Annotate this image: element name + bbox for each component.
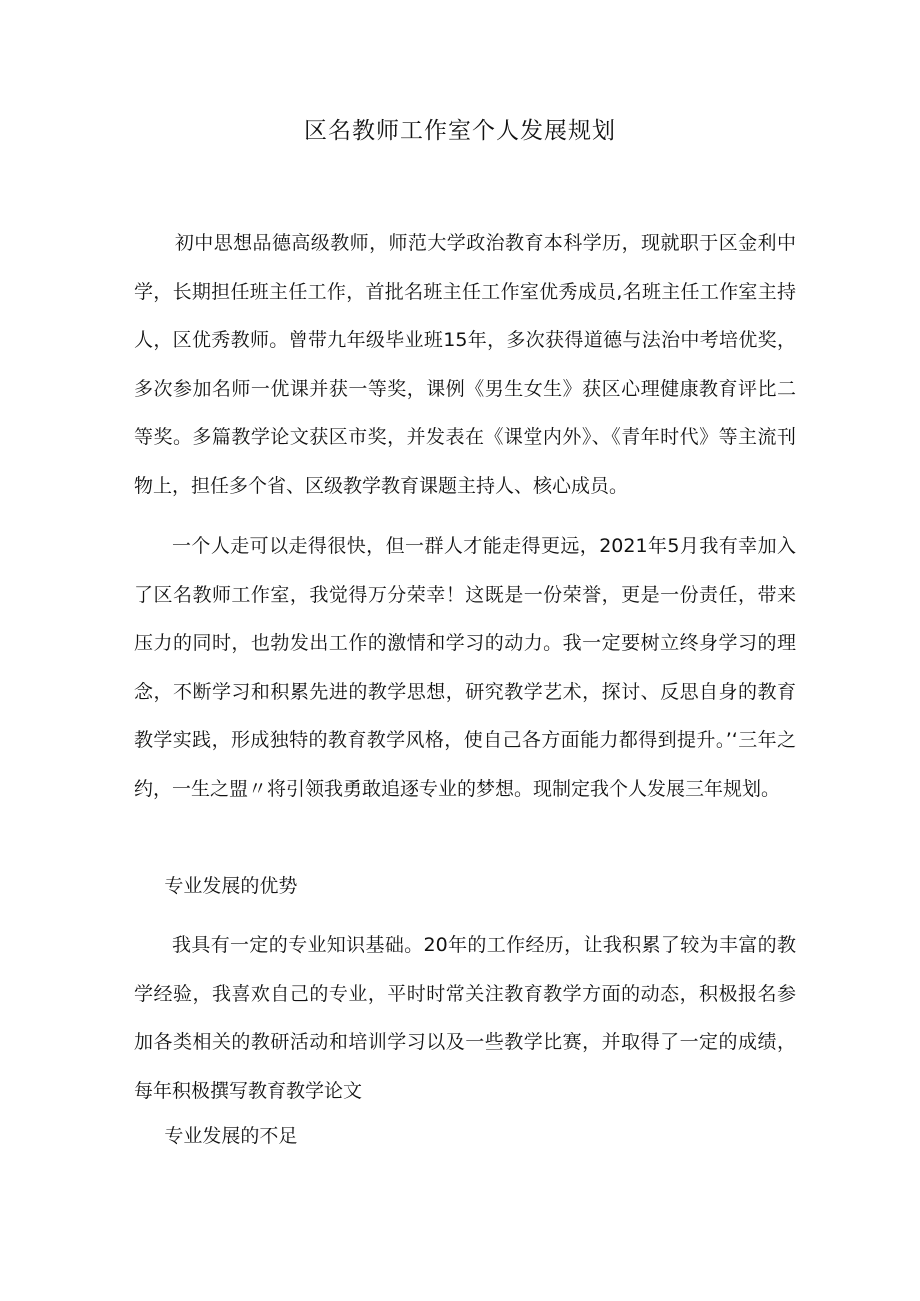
heading-weaknesses: 专业发展的不足 xyxy=(164,1125,298,1147)
paragraph-introduction: 初中思想品德高级教师，师范大学政治教育本科学历，现就职于区金利中学，长期担任班主任工作，首批名班主任工作室优秀成员,名班主任工作室主持人，区优秀教师。曾带九年级毕业班15年，多次获得道德与法治中考培优奖，多次参加名师一优课并获一等奖，课例《男生女生》获区心理健康教育评比二等奖。多篇教学论文获区市奖，并发表在《课堂内外》、《青年时代》等主流刊物上，担任多个省、区级教学教育课题主持人、核心成员。 xyxy=(134,232,796,497)
heading-strengths: 专业发展的优势 xyxy=(164,875,298,897)
paragraph-strengths: 我具有一定的专业知识基础。20年的工作经历，让我积累了较为丰富的教学经验，我喜欢自己的专业，平时时常关注教育教学方面的动态，积极报名参加各类相关的教研活动和培训学习以及一些教学比赛，并取得了一定的成绩，每年积极撰写教育教学论文 xyxy=(134,934,796,1102)
paragraph-motivation: 一个人走可以走得很快，但一群人才能走得更远，2021年5月我有幸加入了区名教师工作室，我觉得万分荣幸！这既是一份荣誉，更是一份责任，带来压力的同时，也勃发出工作的激情和学习的动力。我一定要树立终身学习的理念，不断学习和积累先进的教学思想，研究教学艺术，探讨、反思自身的教育教学实践，形成独特的教育教学风格，使自己各方面能力都得到提升。’‘三年之约，一生之盟〃将引领我勇敢追逐专业的梦想。现制定我个人发展三年规划。 xyxy=(134,535,796,800)
document-title: 区名教师工作室个人发展规划 xyxy=(304,118,616,144)
